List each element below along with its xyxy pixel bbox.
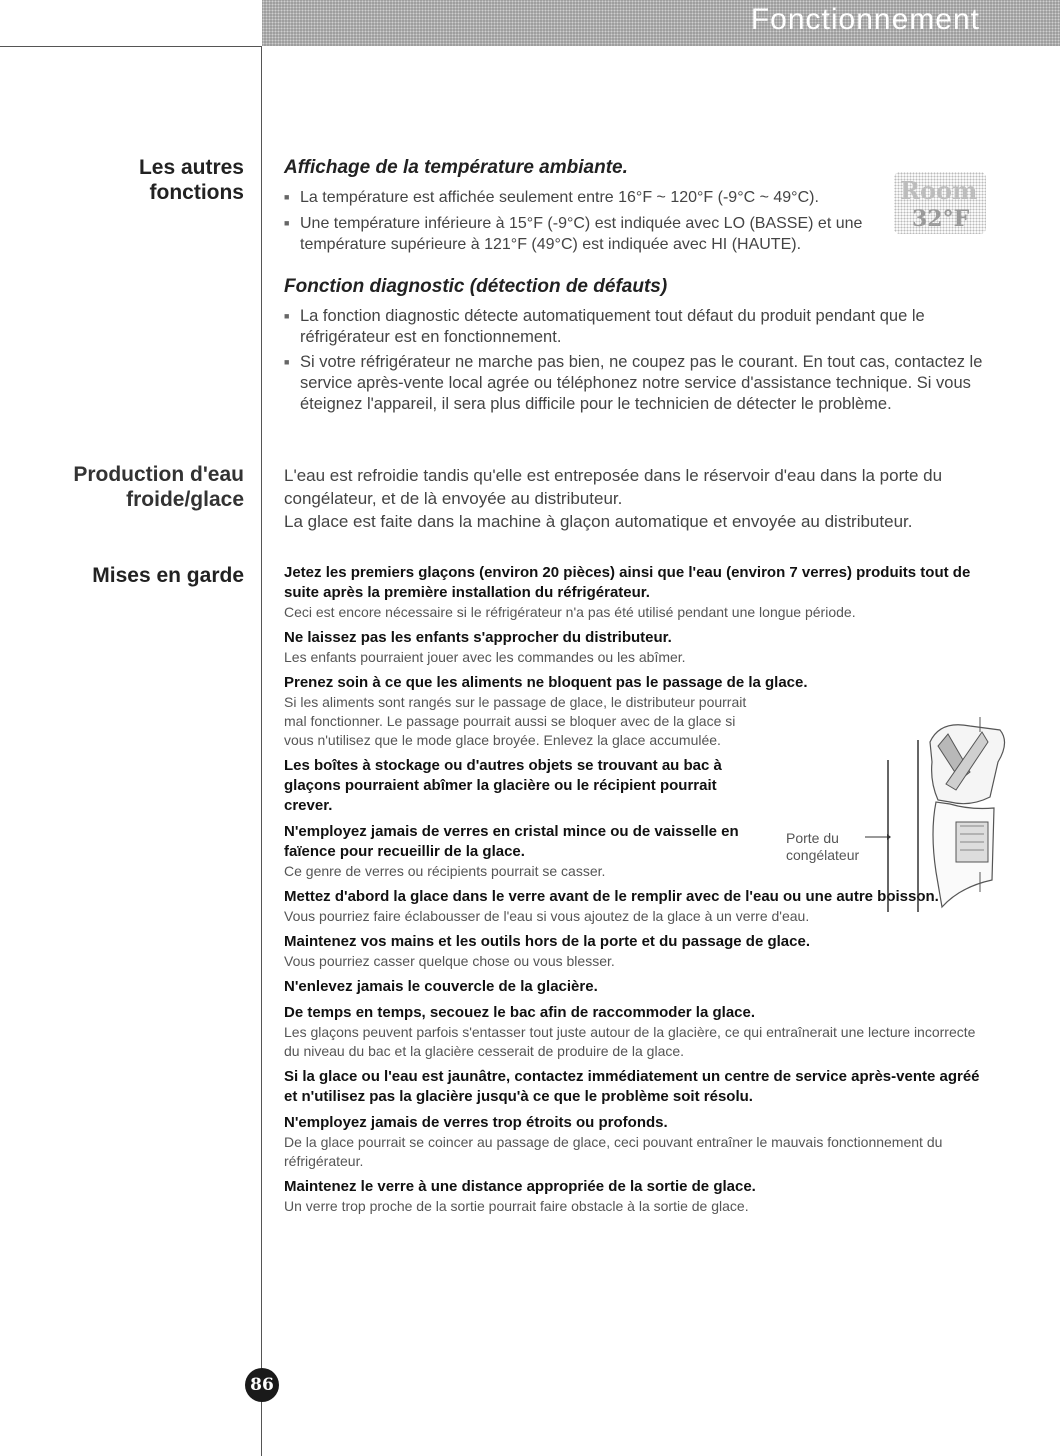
warning-item [284, 756, 754, 816]
warning-heading: Maintenez vos mains et les outils hors de la porte et du passage de glace. [284, 933, 810, 950]
warning-heading: Prenez soin à ce que les aliments ne bloquent pas le passage de la glace. [284, 674, 808, 691]
diagnostic-bullet: ■ Si votre réfrigérateur ne marche pas bien, ne coupez pas le courant. En tout cas, contactez le service après-vente local agrée ou téléphonez notre service d'assistance technique. Si vous éteignez l'appareil, il sera plus difficile pour le technicien de détecter le problème. [284, 352, 994, 415]
section-label-garde [92, 563, 244, 588]
page-number-badge: 86 [245, 1368, 279, 1402]
warning-heading: N'enlevez jamais le couvercle de la glacière. [284, 978, 598, 995]
warning-item [284, 932, 984, 971]
warning-item [284, 563, 984, 622]
figure-label-line: Porte du [786, 830, 839, 846]
warning-item [284, 977, 984, 997]
warning-body: Vous pourriez faire éclabousser de l'eau si vous ajoutez de la glace à un verre d'eau. [284, 908, 810, 924]
warning-body: Un verre trop proche de la sortie pourrait faire obstacle à la sortie de glace. [284, 1198, 749, 1214]
page-title: Fonctionnement [750, 3, 980, 36]
room-word: Room [900, 176, 978, 205]
room-temp: 32°F [912, 206, 970, 232]
label-line: Les autres [138, 156, 244, 179]
warning-heading: Ne laissez pas les enfants s'approcher du distributeur. [284, 629, 672, 646]
warning-body: Si les aliments sont rangés sur le passage de glace, le distributeur pourrait mal fonctionner. Le passage pourrait aussi se bloquer avec de la glace si vous n'utilisez que le mode glace broyée. Enlevez la glace accumulée. [284, 694, 747, 748]
warning-body: De la glace pourrait se coincer au passage de glace, ceci pouvant entraîner le mauvais fonctionnement du réfrigérateur. [284, 1134, 943, 1169]
diagnostic-section [284, 276, 994, 415]
warning-heading: De temps en temps, secouez le bac afin de raccommoder la glace. [284, 1004, 756, 1021]
freezer-door-illustration [860, 712, 1020, 922]
production-paragraph: L'eau est refroidie tandis qu'elle est entreposée dans le réservoir d'eau dans la porte du congélateur, et de là envoyée au distributeur. [284, 466, 943, 508]
warning-body: Ce genre de verres ou récipients pourrait se casser. [284, 863, 606, 879]
section-label-autres [139, 155, 244, 205]
header-band [262, 0, 1060, 46]
warning-heading: Les boîtes à stockage ou d'autres objets se trouvant au bac à glaçons pourraient abîmer la glacière ou le récipient pourrait crever. [284, 757, 722, 814]
room-temperature-display [894, 172, 986, 234]
diagnostic-bullet: ■ La fonction diagnostic détecte automatiquement tout défaut du produit pendant que le réfrigérateur est en fonctionnement. [284, 306, 994, 348]
warning-heading: N'employez jamais de verres trop étroits ou profonds. [284, 1114, 668, 1131]
warning-item [284, 1003, 984, 1061]
warning-item [284, 628, 984, 667]
warning-heading: Mettez d'abord la glace dans le verre avant de le remplir avec de l'eau ou une autre boisson. [284, 888, 939, 905]
warning-heading: Jetez les premiers glaçons (environ 20 pièces) ainsi que l'eau (environ 7 verres) produits tout de suite après la première installation du réfrigérateur. [284, 564, 971, 601]
production-paragraph: La glace est faite dans la machine à glaçon automatique et envoyée au distributeur. [284, 512, 913, 531]
label-line: Production d'eau [73, 463, 244, 486]
warning-item [284, 1113, 984, 1171]
warning-body: Ceci est encore nécessaire si le réfrigérateur n'a pas été utilisé pendant une longue période. [284, 604, 856, 620]
section-label-production [73, 462, 244, 512]
label-line: froide/glace [126, 488, 244, 511]
warning-item [284, 1067, 984, 1107]
figure-label-line: congélateur [786, 847, 860, 863]
ambient-bullet: ■ La température est affichée seulement entre 16°F ~ 120°F (-9°C ~ 49°C). [284, 187, 874, 208]
column-divider [261, 46, 262, 1456]
production-section [284, 464, 994, 533]
warning-body: Vous pourriez casser quelque chose ou vous blesser. [284, 953, 615, 969]
diagnostic-title: Fonction diagnostic (détection de défauts) [284, 276, 668, 297]
warning-item [284, 1177, 984, 1216]
ambient-section [284, 157, 874, 255]
header-rule [0, 46, 262, 47]
figure-label [786, 830, 859, 864]
ambient-title: Affichage de la température ambiante. [284, 157, 628, 178]
warning-heading: N'employez jamais de verres en cristal mince ou de vaisselle en faïence pour recueillir de la glace. [284, 823, 739, 860]
label-line: fonctions [149, 181, 244, 204]
warning-item [284, 822, 774, 881]
warning-body: Les enfants pourraient jouer avec les commandes ou les abîmer. [284, 649, 686, 665]
label-line: Mises en garde [92, 564, 244, 587]
warning-body: Les glaçons peuvent parfois s'entasser tout juste autour de la glacière, ce qui entraînerait une lecture incorrecte du niveau du bac et la glacière cesserait de produire de la glace. [284, 1024, 976, 1059]
warning-heading: Si la glace ou l'eau est jaunâtre, contactez immédiatement un centre de service après-vente agréé et n'utilisez pas la glacière jusqu'à ce que le problème soit résolu. [284, 1068, 980, 1105]
warning-heading: Maintenez le verre à une distance appropriée de la sortie de glace. [284, 1178, 756, 1195]
ambient-bullet: ■ Une température inférieure à 15°F (-9°C) est indiquée avec LO (BASSE) et une température supérieure à 121°F (49°C) est indiquée avec HI (HAUTE). [284, 213, 874, 255]
